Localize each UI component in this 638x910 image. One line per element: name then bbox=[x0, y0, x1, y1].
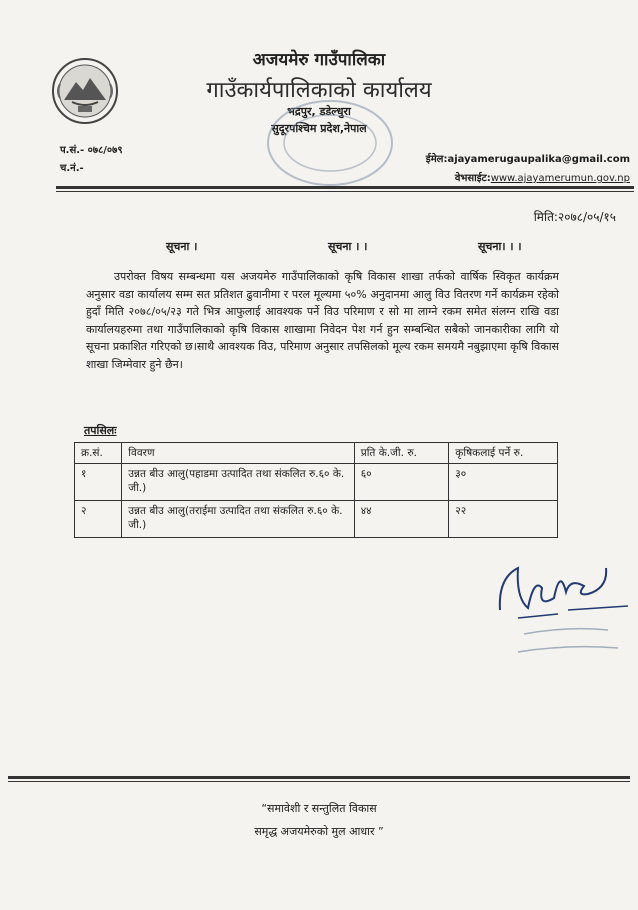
motto-line-1: “समावेशी र सन्तुलित विकास bbox=[261, 802, 377, 815]
office-stamp-icon bbox=[255, 88, 405, 198]
notice-heading-2: सूचना । । bbox=[328, 240, 368, 253]
office-subtitle: गाउँकार्यपालिकाको कार्यालय bbox=[206, 78, 432, 103]
motto-line-2: समृद्ध अजयमेरुको मुल आधार ” bbox=[254, 825, 384, 838]
col-header-description: विवरण bbox=[122, 443, 354, 464]
cell-sn: १ bbox=[75, 464, 122, 501]
website-link[interactable]: www.ajayamerumun.gov.np bbox=[490, 173, 630, 184]
email-address: ईमेल:ajayamerugaupalika@gmail.com bbox=[425, 154, 630, 165]
col-header-price-per-kg: प्रति के.जी. रु. bbox=[354, 443, 449, 464]
address-line-2: सुदूरपश्चिम प्रदेश,नेपाल bbox=[271, 122, 367, 135]
cell-description: उन्नत बीउ आलु(तराईमा उत्पादित तथा संकलित रु.६० के. जी.) bbox=[122, 501, 354, 538]
cell-farmer-cost: २२ bbox=[449, 501, 558, 538]
patra-sankhya: प.सं.- ०७८/०७९ bbox=[60, 145, 123, 156]
cell-price-per-kg: ४४ bbox=[354, 501, 449, 538]
cell-farmer-cost: ३० bbox=[449, 464, 558, 501]
table-row bbox=[75, 464, 558, 501]
footer-divider-thin bbox=[8, 781, 630, 782]
notice-heading-1: सूचना । bbox=[166, 240, 198, 253]
website-label: वेभसाईट: bbox=[454, 173, 491, 184]
office-name: अजयमेरु गाउँपालिका bbox=[252, 50, 386, 70]
header-divider bbox=[56, 186, 634, 189]
col-header-farmer-cost: कृषिकलाई पर्ने रु. bbox=[449, 443, 558, 464]
details-label: तपसिलः bbox=[84, 424, 117, 437]
col-header-sn: क्र.सं. bbox=[75, 443, 122, 464]
cell-sn: २ bbox=[75, 501, 122, 538]
chalani-number: च.नं.- bbox=[60, 163, 84, 174]
footer-divider bbox=[8, 776, 630, 779]
cell-description: उन्नत बीउ आलु(पहाडमा उत्पादित तथा संकलित रु.६० के. जी.) bbox=[122, 464, 354, 501]
website bbox=[455, 170, 630, 184]
notice-heading-3: सूचना। । । bbox=[478, 240, 522, 253]
notice-body: उपरोक्त विषय सम्बन्धमा यस अजयमेरु गाउँपालिकाको कृषि विकास शाखा तर्फको वार्षिक स्विकृत कार्यक्रम अनुसार वडा कार्यालय सम्म सत प्रतिशत ढुवानीमा र परल मूल्यमा ५०% अनुदानमा आलु विउ वितरण गर्ने कार्यक्रम रहेको हुदाँ मिति २०७८/०५/२३ गते भित्र आफुलाई आवश्यक पर्ने विउ परिमाण र सो मा लाग्ने रकम समेत संलग्न राखि वडा कार्यालयहरुमा तथा गाउँपालिकाको कृषि विकास शाखामा निवेदन पेश गर्न हुन सम्बन्धित सबैको जानकारीका लागि यो सूचना प्रकाशित गरिएको छ।साथै आवश्यक विउ, परिमाण अनुसार तपसिलको मूल्य रकम समयमै नबुझाएमा कृषि विकास शाखा जिम्मेवार हुने छैन। bbox=[86, 270, 559, 371]
address-line-1: भद्रपुर, डडेल्धुरा bbox=[287, 105, 351, 118]
signature-icon bbox=[488, 548, 638, 668]
table-header-row bbox=[75, 443, 558, 464]
notice-date: मिति:२०७८/०५/१५ bbox=[533, 210, 616, 224]
cell-price-per-kg: ६० bbox=[354, 464, 449, 501]
details-table bbox=[74, 442, 558, 538]
table-row bbox=[75, 501, 558, 538]
header-divider-thin bbox=[56, 191, 634, 192]
